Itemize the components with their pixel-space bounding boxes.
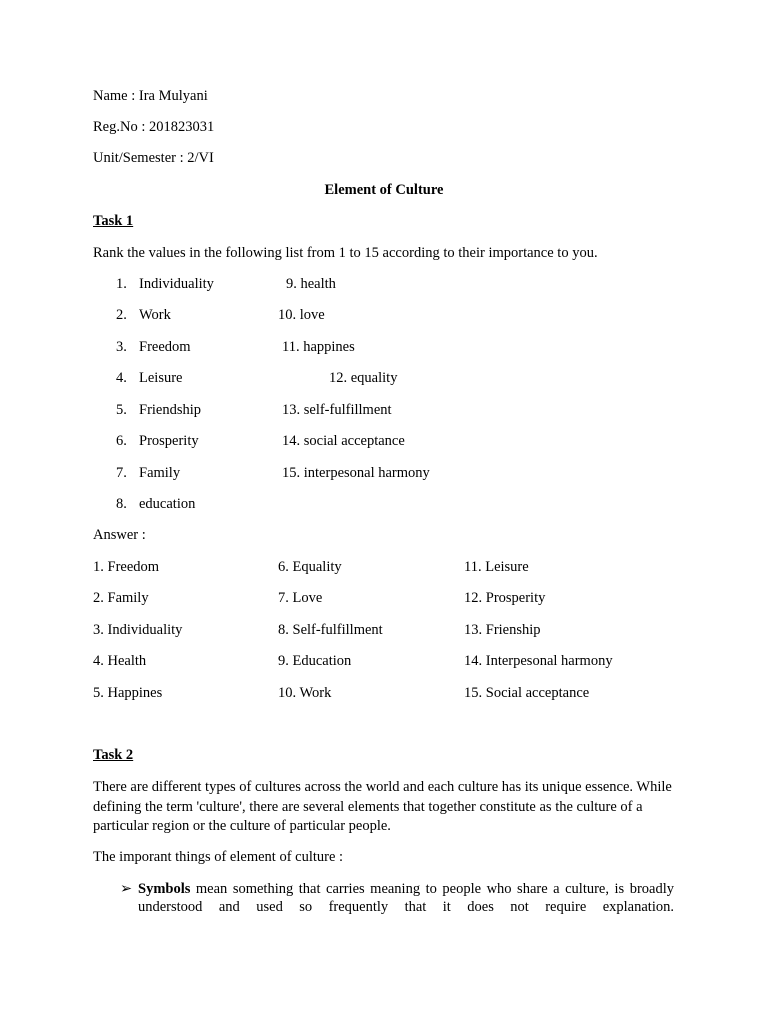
answer-item: 1. Freedom: [93, 559, 160, 575]
list-item: Prosperity: [139, 433, 199, 449]
answer-item: 13. Frienship: [464, 622, 541, 638]
answer-item: 4. Health: [93, 653, 147, 669]
list-item: 11. happines: [282, 339, 355, 355]
answer-item: 5. Happines: [93, 685, 163, 701]
answer-item: 2. Family: [93, 590, 149, 606]
list-item-number: 3.: [116, 339, 127, 355]
list-item: Leisure: [139, 370, 183, 386]
list-item: 15. interpesonal harmony: [282, 465, 430, 481]
list-item: Work: [139, 307, 171, 323]
task2-paragraph: There are different types of cultures across the world and each culture has its unique essence. While defining the term 'culture', there are several elements that together constitute as the culture of a particular region or the culture of particular people.: [93, 779, 672, 834]
bullet-text: [138, 880, 674, 916]
list-item: Family: [139, 465, 181, 481]
list-item-number: 8.: [116, 496, 127, 512]
regno-line: Reg.No : 201823031: [93, 119, 215, 135]
answer-label: Answer :: [93, 527, 146, 543]
answer-item: 3. Individuality: [93, 622, 183, 638]
task1-heading: Task 1: [93, 213, 134, 229]
list-item: 9. health: [286, 276, 336, 292]
answer-item: 7. Love: [278, 590, 323, 606]
answer-item: 9. Education: [278, 653, 352, 669]
list-item-number: 6.: [116, 433, 127, 449]
list-item: Friendship: [139, 402, 202, 418]
task2-heading: Task 2: [93, 747, 134, 763]
list-item-number: 1.: [116, 276, 127, 292]
list-item-number: 5.: [116, 402, 127, 418]
name-line: Name : Ira Mulyani: [93, 88, 208, 104]
answer-item: 12. Prosperity: [464, 590, 546, 606]
list-item: 10. love: [278, 307, 325, 323]
answer-item: 11. Leisure: [464, 559, 529, 575]
bullet-term: Symbols: [138, 881, 191, 897]
list-item: 13. self-fulfillment: [282, 402, 392, 418]
answer-item: 15. Social acceptance: [464, 685, 590, 701]
answer-item: 6. Equality: [278, 559, 342, 575]
list-item: Individuality: [139, 276, 214, 292]
list-item: Freedom: [139, 339, 191, 355]
list-item: 14. social acceptance: [282, 433, 405, 449]
task2-intro: The imporant things of element of culture :: [93, 849, 344, 865]
answer-item: 14. Interpesonal harmony: [464, 653, 613, 669]
unit-semester-line: Unit/Semester : 2/VI: [93, 150, 214, 166]
bullet-description: mean something that carries meaning to people who share a culture, is broadly understood and used so frequently that it does not require explanation.: [138, 881, 674, 915]
answer-item: 10. Work: [278, 685, 332, 701]
document-title: Element of Culture: [324, 182, 444, 198]
list-item-number: 2.: [116, 307, 127, 323]
list-item: education: [139, 496, 196, 512]
task1-instruction: Rank the values in the following list from 1 to 15 according to their importance to you.: [93, 245, 598, 261]
arrow-bullet-icon: ➢: [120, 881, 133, 897]
list-item-number: 7.: [116, 465, 127, 481]
answer-item: 8. Self-fulfillment: [278, 622, 383, 638]
list-item-number: 4.: [116, 370, 127, 386]
list-item: 12. equality: [329, 370, 398, 386]
